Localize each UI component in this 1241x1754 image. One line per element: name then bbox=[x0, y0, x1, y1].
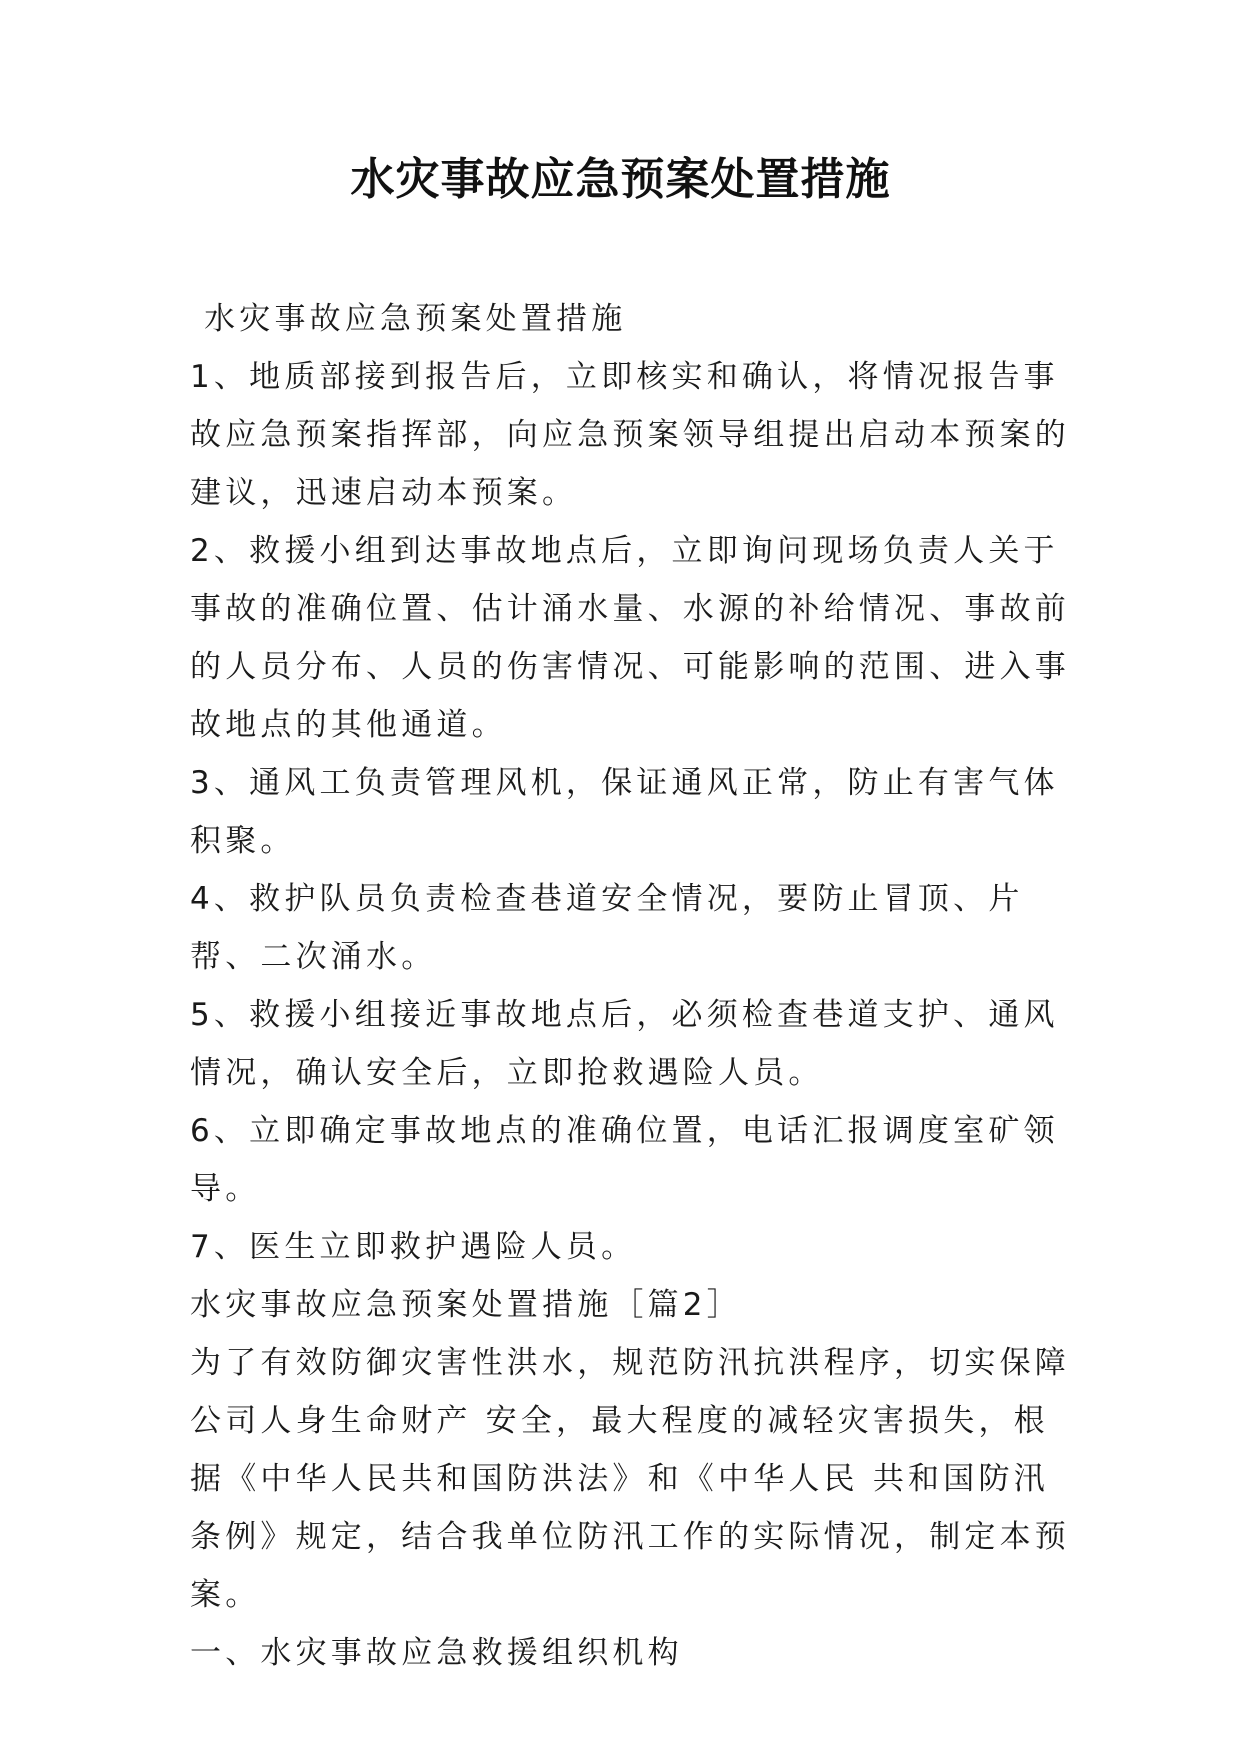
section-heading-organization: 一、水灾事故应急救援组织机构 bbox=[190, 1635, 683, 1671]
document-title: 水灾事故应急预案处置措施 bbox=[350, 154, 891, 205]
paragraph-item-4: 4、救护队员负责检查巷道安全情况，要防止冒顶、片帮、二次涌水。 bbox=[190, 881, 1024, 975]
section-heading-part-2: 水灾事故应急预案处置措施［篇2］ bbox=[190, 1287, 742, 1323]
paragraph-item-2: 2、救援小组到达事故地点后，立即询问现场负责人关于事故的准确位置、估计涌水量、水源的补给情况、事故前的人员分布、人员的伤害情况、可能影响的范围、进入事故地点的其他通道。 bbox=[190, 533, 1070, 743]
paragraph-item-7: 7、医生立即救护遇险人员。 bbox=[190, 1229, 637, 1265]
document-body bbox=[190, 290, 1070, 1682]
paragraph-item-3: 3、通风工负责管理风机，保证通风正常，防止有害气体积聚。 bbox=[190, 765, 1059, 859]
paragraph-item-5: 5、救援小组接近事故地点后，必须检查巷道支护、通风情况，确认安全后，立即抢救遇险人员。 bbox=[190, 997, 1059, 1091]
paragraph-subtitle: 水灾事故应急预案处置措施 bbox=[190, 301, 627, 337]
paragraph-intro: 为了有效防御灾害性洪水，规范防汛抗洪程序，切实保障公司人身生命财产 安全，最大程度的减轻灾害损失，根据《中华人民共和国防洪法》和《中华人民 共和国防汛条例》规定，结合我单位防汛工作的实际情况，制定本预案。 bbox=[190, 1345, 1070, 1613]
paragraph-item-6: 6、立即确定事故地点的准确位置，电话汇报调度室矿领导。 bbox=[190, 1113, 1059, 1207]
paragraph-item-1: 1、地质部接到报告后，立即核实和确认，将情况报告事故应急预案指挥部，向应急预案领导组提出启动本预案的建议，迅速启动本预案。 bbox=[190, 359, 1070, 511]
